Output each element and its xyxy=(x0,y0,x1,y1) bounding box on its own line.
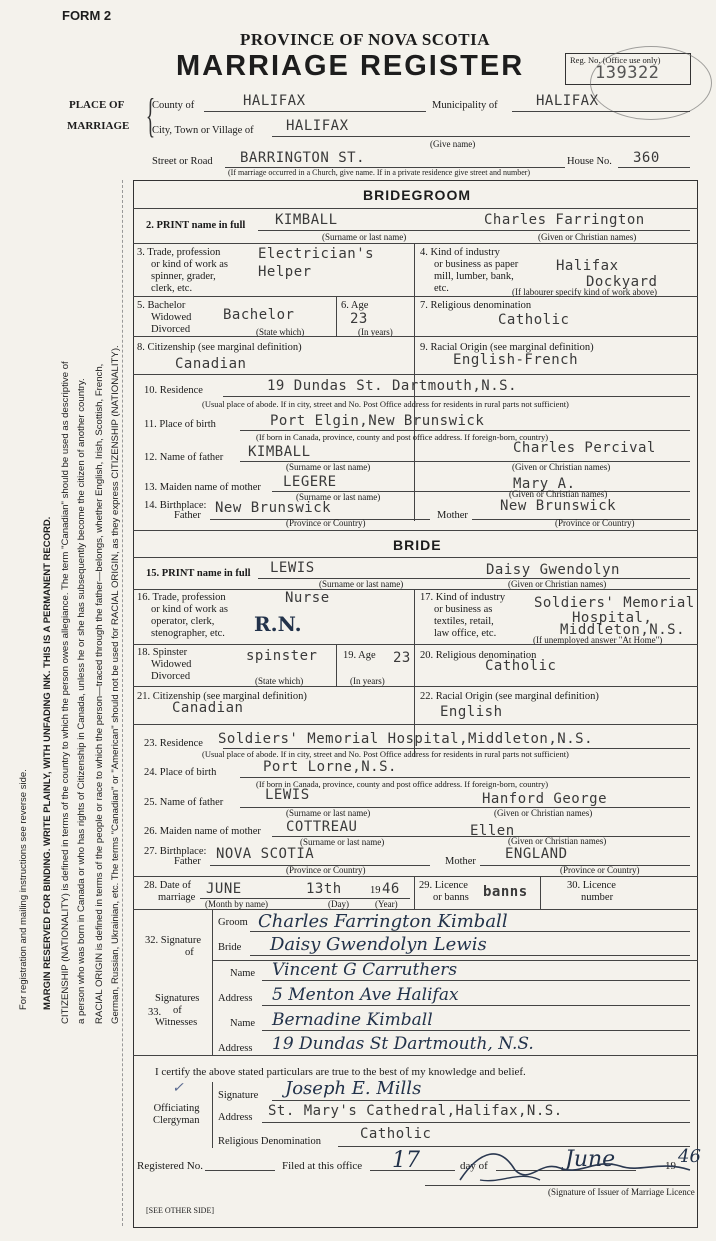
bride-surname: LEWIS xyxy=(270,560,315,576)
province-caption: (Province or Country) xyxy=(286,865,366,875)
bride-industry-1: Soldiers' Memorial xyxy=(534,595,695,611)
surname-caption: (Surname or last name) xyxy=(300,837,385,847)
street-value: BARRINGTON ST. xyxy=(240,150,366,166)
surname-caption: (Surname or last name) xyxy=(286,808,371,818)
reg-number: 139322 xyxy=(595,63,660,83)
clergy-address: St. Mary's Cathedral,Halifax,N.S. xyxy=(268,1103,563,1119)
marriage-month: JUNE xyxy=(206,881,242,897)
bride-birthplace: Port Lorne,N.S. xyxy=(263,759,397,775)
province-caption: (Province or Country) xyxy=(555,518,635,528)
bride-industry-label: 17. Kind of industry or business as textiles, retail, law office, etc. xyxy=(420,592,506,639)
groom-mother-surname: LEGERE xyxy=(283,474,337,490)
day-caption: (Day) xyxy=(328,899,349,909)
groom-age-label: 6. Age xyxy=(341,300,369,311)
groom-birthplaces-label: 14. Birthplace: xyxy=(144,500,207,511)
given-caption: (Given or Christian names) xyxy=(538,232,637,242)
given-caption: (Given or Christian names) xyxy=(508,579,607,589)
groom-word: Groom xyxy=(218,917,248,928)
issuer-signature-scribble xyxy=(420,1140,700,1188)
bride-mother-label: 26. Maiden name of mother xyxy=(144,826,261,837)
groom-birthplace-label: 11. Place of birth xyxy=(144,419,216,430)
bride-trade-rn: R.N. xyxy=(254,612,302,636)
street-note: (If marriage occurred in a Church, give name. If in a private residence give street and number) xyxy=(228,168,531,177)
field-33-number: 33. xyxy=(148,1007,162,1018)
bridegroom-heading: BRIDEGROOM xyxy=(363,187,471,203)
municipality-label: Municipality of xyxy=(432,100,498,111)
witness2-address: 19 Dundas St Dartmouth, N.S. xyxy=(272,1034,534,1054)
marriage-date-label: 28. Date of marriage xyxy=(144,880,196,903)
county-value: HALIFAX xyxy=(243,93,306,109)
groom-mother-given: Mary A. xyxy=(513,476,576,492)
see-other-side: [SEE OTHER SIDE] xyxy=(146,1206,214,1215)
bride-father-birthplace: NOVA SCOTIA xyxy=(216,846,315,862)
groom-industry-label: 4. Kind of industry or business as paper mill, lumber, bank, etc. xyxy=(420,247,519,294)
witness1-address: 5 Menton Ave Halifax xyxy=(272,985,459,1005)
bride-father-surname: LEWIS xyxy=(265,787,310,803)
groom-age-caption: (In years) xyxy=(358,327,393,337)
registered-no-label: Registered No. xyxy=(137,1160,203,1172)
groom-given: Charles Farrington xyxy=(484,212,645,228)
year-caption: (Year) xyxy=(375,899,398,909)
year-prefix: 19 xyxy=(370,885,381,896)
house-value: 360 xyxy=(633,150,660,166)
groom-residence: 19 Dundas St. Dartmouth,N.S. xyxy=(267,378,518,394)
clergy-signature: Joseph E. Mills xyxy=(285,1078,422,1099)
surname-caption: (Surname or last name) xyxy=(322,232,407,242)
bride-father-label: 25. Name of father xyxy=(144,797,224,808)
province-caption: (Province or Country) xyxy=(560,865,640,875)
bride-citizenship: Canadian xyxy=(172,700,244,716)
given-caption: (Given or Christian names) xyxy=(508,836,607,846)
side-note-6: German, Russian, Ukrainian, etc. The terms "Canadian" or "American" should not be used for RACIAL ORIGIN, as they express CITIZENSHIP (NATIONALITY). xyxy=(110,345,121,1024)
bride-mother-birthplace: ENGLAND xyxy=(505,846,568,862)
bride-word: Bride xyxy=(218,942,242,953)
province-heading: PROVINCE OF NOVA SCOTIA xyxy=(240,30,491,49)
side-note-5: RACIAL ORIGIN is defined in terms of the people or race to which the person—traced through the father—belongs, whether English, Irish, Scottish, French, xyxy=(94,363,105,1024)
groom-status-caption: (State which) xyxy=(256,327,305,337)
filed-month: June xyxy=(565,1147,616,1172)
licence-banns-value: banns xyxy=(483,884,528,900)
groom-racial-label: 9. Racial Origin (see marginal definition) xyxy=(420,342,594,353)
bride-name-label: 15. PRINT name in full xyxy=(146,568,251,579)
groom-surname: KIMBALL xyxy=(275,212,338,228)
filed-year-prefix: 19 xyxy=(665,1160,676,1172)
certification-text: I certify the above stated particulars are true to the best of my knowledge and belief. xyxy=(155,1066,526,1078)
check-mark-icon: ✓ xyxy=(172,1080,184,1096)
bride-birthplace-label: 24. Place of birth xyxy=(144,767,217,778)
groom-citizenship-label: 8. Citizenship (see marginal definition) xyxy=(137,342,302,353)
witness2-name-label: Name xyxy=(230,1018,256,1029)
marriage-day: 13th xyxy=(306,881,342,897)
witness1-name-label: Name xyxy=(230,968,256,979)
city-label: City, Town or Village of xyxy=(152,125,254,136)
binding-margin-line xyxy=(122,180,123,1226)
groom-trade-2: Helper xyxy=(258,264,312,280)
bride-mother-surname: COTTREAU xyxy=(286,819,358,835)
issuer-caption: (Signature of Issuer of Marriage Licence xyxy=(548,1187,695,1197)
groom-mother-birthplace: New Brunswick xyxy=(500,498,617,514)
page-title: MARRIAGE REGISTER xyxy=(176,50,525,82)
witness1-name: Vincent G Carruthers xyxy=(272,960,458,980)
bride-industry-2: Hospital, xyxy=(572,610,653,626)
groom-religion-label: 7. Religious denomination xyxy=(420,300,532,311)
bride-age-caption: (In years) xyxy=(350,676,385,686)
witness1-address-label: Address xyxy=(218,993,253,1004)
groom-residence-label: 10. Residence xyxy=(144,385,203,396)
witnesses-label: Signatures of Witnesses xyxy=(155,993,200,1028)
bride-residence-caption: (Usual place of abode. If in city, street and No. Post Office address for residents in rural parts not sufficient) xyxy=(202,749,569,759)
mother-word: Mother xyxy=(445,856,476,867)
clergy-address-label: Address xyxy=(218,1112,253,1123)
signature-of-label: 32. Signature of xyxy=(145,935,201,958)
surname-caption: (Surname or last name) xyxy=(296,492,381,502)
groom-signature: Charles Farrington Kimball xyxy=(258,911,508,932)
county-label: County of xyxy=(152,100,195,111)
bride-residence: Soldiers' Memorial Hospital,Middleton,N.S. xyxy=(218,731,594,747)
filed-day: 17 xyxy=(392,1148,420,1173)
groom-trade-1: Electrician's xyxy=(258,246,375,262)
given-caption: (Given or Christian names) xyxy=(509,489,608,499)
reg-label: Reg. No. (Office use only) xyxy=(570,55,661,65)
groom-industry-2: Dockyard xyxy=(586,274,658,290)
clergy-religion: Catholic xyxy=(360,1126,432,1142)
groom-trade-label: 3. Trade, profession or kind of work as spinner, grader, clerk, etc. xyxy=(137,247,228,294)
side-note-4: a person who was born in Canada or who has rights of Citizenship in Canada, unless he or she has subsequently become the citizen of another country. xyxy=(76,378,87,1024)
filed-year: 46 xyxy=(678,1146,701,1167)
bride-religion-label: 20. Religious denomination xyxy=(420,650,537,661)
form-number: FORM 2 xyxy=(62,8,112,23)
groom-father-label: 12. Name of father xyxy=(144,452,224,463)
groom-birthplace-caption: (If born in Canada, province, county and post office address. If foreign-born, country) xyxy=(256,432,549,442)
groom-industry-caption: (If labourer specify kind of work above) xyxy=(512,287,657,297)
place-of-label: PLACE OF xyxy=(69,99,125,111)
bride-heading: BRIDE xyxy=(393,537,442,553)
bride-father-given: Hanford George xyxy=(482,791,608,807)
witness2-name: Bernadine Kimball xyxy=(272,1010,433,1030)
groom-racial: English-French xyxy=(453,352,579,368)
bride-status-caption: (State which) xyxy=(255,676,304,686)
groom-status: Bachelor xyxy=(223,307,295,323)
groom-residence-caption: (Usual place of abode. If in city, street and No. Post Office address for residents in rural parts not sufficient) xyxy=(202,399,569,409)
bride-signature: Daisy Gwendolyn Lewis xyxy=(270,934,487,955)
bride-religion: Catholic xyxy=(485,658,557,674)
province-caption: (Province or Country) xyxy=(286,518,366,528)
bride-trade-label: 16. Trade, profession or kind of work as operator, clerk, stenographer, etc. xyxy=(137,592,228,639)
witness2-address-label: Address xyxy=(218,1043,253,1054)
groom-father-given: Charles Percival xyxy=(513,440,656,456)
bride-given: Daisy Gwendolyn xyxy=(486,562,620,578)
groom-birthplace: Port Elgin,New Brunswick xyxy=(270,413,485,429)
municipality-value: HALIFAX xyxy=(536,93,599,109)
groom-name-label: 2. PRINT name in full xyxy=(146,220,246,231)
father-word: Father xyxy=(174,510,201,521)
bride-trade: Nurse xyxy=(285,590,330,606)
surname-caption: (Surname or last name) xyxy=(319,579,404,589)
given-caption: (Given or Christian names) xyxy=(512,462,611,472)
clergy-religion-label: Religious Denomination xyxy=(218,1136,321,1147)
bride-industry-caption: (If unemployed answer "At Home") xyxy=(533,635,663,645)
groom-religion: Catholic xyxy=(498,312,570,328)
side-note-1: For registration and mailing instructions see reverse side. xyxy=(18,769,29,1010)
filed-label: Filed at this office xyxy=(282,1160,363,1172)
bride-age-label: 19. Age xyxy=(343,650,376,661)
bride-industry-3: Middleton,N.S. xyxy=(560,622,686,638)
street-label: Street or Road xyxy=(152,156,213,167)
groom-status-label: 5. Bachelor Widowed Divorced xyxy=(137,300,192,335)
day-of-label: day of xyxy=(460,1160,488,1172)
side-note-2: MARGIN RESERVED FOR BINDING. WRITE PLAINLY, WITH UNFADING INK. THIS IS A PERMANENT RECORD. xyxy=(42,516,53,1010)
bride-birthplaces-label: 27. Birthplace: xyxy=(144,846,207,857)
give-name-caption: (Give name) xyxy=(430,139,476,149)
side-note-3: CITIZENSHIP (NATIONALITY) is defined in terms of the country to which the person owes allegiance. The term "Canadian" should be used as descriptive of xyxy=(60,361,71,1024)
clergy-signature-label: Signature xyxy=(218,1090,259,1101)
stamp-oval xyxy=(590,46,712,120)
house-label: House No. xyxy=(567,156,612,167)
licence-banns-label: 29. Licence or banns xyxy=(419,880,469,903)
groom-father-surname: KIMBALL xyxy=(248,444,311,460)
bride-age: 23 xyxy=(393,650,411,666)
marriage-year: 46 xyxy=(382,881,400,897)
bride-racial-label: 22. Racial Origin (see marginal definition) xyxy=(420,691,599,702)
groom-mother-label: 13. Maiden name of mother xyxy=(144,482,261,493)
bride-mother-given: Ellen xyxy=(470,823,515,839)
groom-citizenship: Canadian xyxy=(175,356,247,372)
surname-caption: (Surname or last name) xyxy=(286,462,371,472)
bride-status: spinster xyxy=(246,648,318,664)
groom-father-birthplace: New Brunswick xyxy=(215,500,332,516)
month-caption: (Month by name) xyxy=(205,899,268,909)
groom-industry-1: Halifax xyxy=(556,258,619,274)
bride-racial: English xyxy=(440,704,503,720)
mother-word: Mother xyxy=(437,510,468,521)
groom-age: 23 xyxy=(350,311,368,327)
given-caption: (Given or Christian names) xyxy=(494,808,593,818)
father-word: Father xyxy=(174,856,201,867)
city-value: HALIFAX xyxy=(286,118,349,134)
officiating-clergyman-label: Officiating Clergyman xyxy=(153,1103,200,1126)
marriage-label: MARRIAGE xyxy=(67,120,130,132)
bride-citizenship-label: 21. Citizenship (see marginal definition) xyxy=(137,691,307,702)
bride-residence-label: 23. Residence xyxy=(144,738,203,749)
brace: { xyxy=(145,89,156,142)
bride-birthplace-caption: (If born in Canada, province, county and post office address. If foreign-born, country) xyxy=(256,779,549,789)
licence-number-label: 30. Licence number xyxy=(567,880,616,903)
bride-status-label: 18. Spinster Widowed Divorced xyxy=(137,647,192,682)
